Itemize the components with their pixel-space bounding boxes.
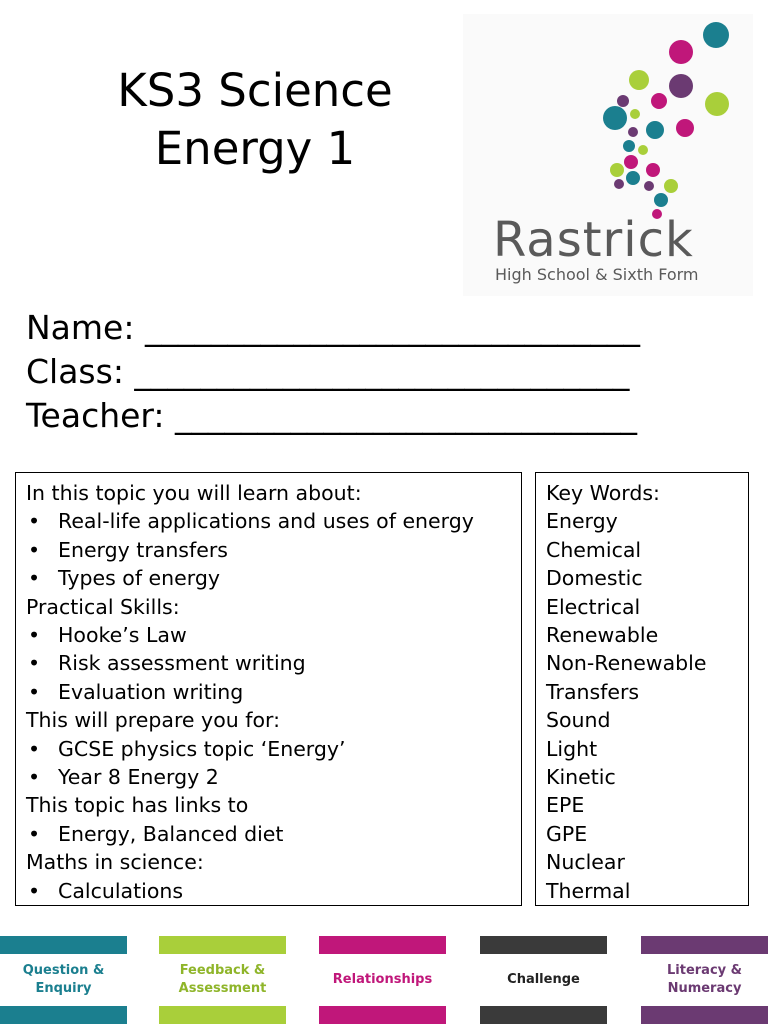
key-words-box bbox=[535, 472, 749, 906]
keyword-item: Nuclear bbox=[546, 850, 625, 875]
tile-question-enquiry: Question & Enquiry bbox=[0, 936, 127, 1024]
bullet-icon: • bbox=[28, 566, 41, 591]
logo-subtitle: High School & Sixth Form bbox=[495, 265, 699, 284]
tile-literacy-numeracy: Literacy & Numeracy bbox=[641, 936, 768, 1024]
bullet-icon: • bbox=[28, 623, 41, 648]
maths-heading: Maths in science: bbox=[26, 850, 204, 875]
list-item: • Energy transfers bbox=[26, 536, 511, 564]
keyword-item: Transfers bbox=[546, 679, 640, 704]
keyword-item: GPE bbox=[546, 821, 588, 846]
school-logo bbox=[463, 14, 753, 296]
bullet-icon: • bbox=[28, 821, 41, 846]
bullet-icon: • bbox=[28, 765, 41, 790]
list-item: • Evaluation writing bbox=[26, 678, 511, 706]
list-item: • Calculations bbox=[26, 877, 511, 905]
tile-challenge: Challenge bbox=[480, 936, 607, 1024]
keyword-item: Light bbox=[546, 736, 598, 761]
keyword-item: Thermal bbox=[546, 878, 631, 903]
teacher-field[interactable]: Teacher: ____________________________ bbox=[26, 396, 638, 435]
list-item: • GCSE physics topic ‘Energy’ bbox=[26, 735, 511, 763]
page-title bbox=[40, 62, 470, 178]
learning-overview-box bbox=[15, 472, 522, 906]
student-details bbox=[26, 306, 640, 438]
tile-relationships: Relationships bbox=[319, 936, 446, 1024]
prepare-heading: This will prepare you for: bbox=[26, 708, 280, 733]
logo-wordmark: Rastrick bbox=[493, 212, 694, 268]
learn-intro: In this topic you will learn about: bbox=[26, 481, 362, 505]
key-words-heading: Key Words: bbox=[546, 481, 660, 505]
keyword-item: Domestic bbox=[546, 566, 643, 591]
bullet-icon: • bbox=[28, 679, 41, 704]
bullet-icon: • bbox=[28, 736, 41, 761]
keyword-item: Renewable bbox=[546, 623, 659, 648]
keyword-item: Non-Renewable bbox=[546, 651, 707, 676]
bullet-icon: • bbox=[28, 537, 41, 562]
keyword-item: Kinetic bbox=[546, 765, 616, 790]
bullet-icon: • bbox=[28, 509, 41, 534]
name-field[interactable]: Name: ______________________________ bbox=[26, 308, 640, 347]
title-line-1: KS3 Science bbox=[117, 64, 393, 117]
list-item: • Types of energy bbox=[26, 564, 511, 592]
title-line-2: Energy 1 bbox=[154, 122, 356, 175]
keyword-item: Energy bbox=[546, 509, 618, 534]
logo-dots bbox=[463, 14, 753, 224]
list-item: • Year 8 Energy 2 bbox=[26, 763, 511, 791]
keyword-item: Sound bbox=[546, 708, 611, 733]
class-field[interactable]: Class: ______________________________ bbox=[26, 352, 630, 391]
tile-feedback-assessment: Feedback & Assessment bbox=[159, 936, 286, 1024]
keyword-item: EPE bbox=[546, 793, 585, 818]
list-item: • Real-life applications and uses of energy bbox=[26, 507, 511, 535]
keyword-item: Electrical bbox=[546, 594, 641, 619]
list-item: • Risk assessment writing bbox=[26, 649, 511, 677]
list-item: • Hooke’s Law bbox=[26, 621, 511, 649]
practical-heading: Practical Skills: bbox=[26, 594, 180, 619]
keyword-item: Chemical bbox=[546, 537, 642, 562]
bullet-icon: • bbox=[28, 878, 41, 903]
bullet-icon: • bbox=[28, 651, 41, 676]
learning-values-strip bbox=[0, 936, 768, 1024]
list-item: • Energy, Balanced diet bbox=[26, 820, 511, 848]
links-heading: This topic has links to bbox=[26, 793, 249, 818]
